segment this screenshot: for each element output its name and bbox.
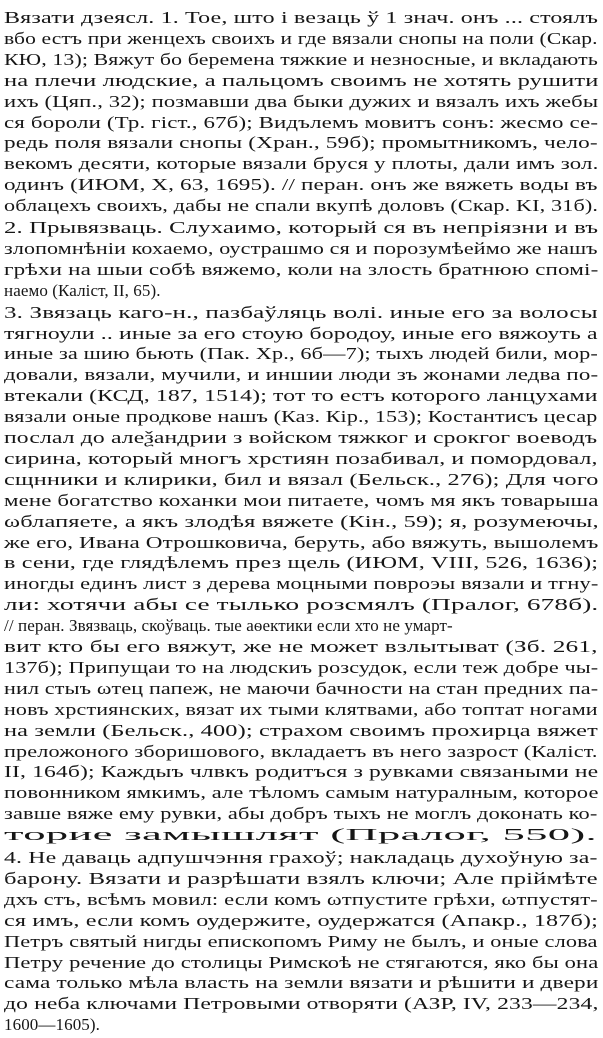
text-line: нил стыъ ωтец папеж, не маючи бачности на стан предних па- <box>4 678 599 698</box>
text-line: сирина, который многъ хрстиян позабивал, и помордовал, <box>4 448 598 468</box>
text-line: в сени, где глядѣлемъ през щель (ИЮМ, VIII, 526, 1636); <box>4 553 599 573</box>
text-line: 2. Прывязваць. Слухаимо, который ся въ непріязни и въ <box>4 218 599 237</box>
text-line: редь поля вязали снопы (Хран., 59б); промытникомъ, чело- <box>4 133 598 153</box>
text-line: одинъ (ИЮМ, X, 63, 1695). // перан. онъ же вяжеть воды въ <box>4 175 598 195</box>
text-line: злопомнѣніи кохаемо, оустрашмо ся и порозумѣеймо же нашъ <box>4 238 598 258</box>
text-line: вит кто бы его вяжут, же не может взлытыват (Зб. 261, <box>4 637 598 656</box>
text-line: наемо (Каліст, II, 65). <box>4 280 161 300</box>
text-line: вязали оные продкове нашъ (Каз. Кір., 153); Костантисъ цесар <box>4 407 598 427</box>
text-line: втекали (КСД, 187, 1514); тот то естъ которого ланцухами <box>4 386 598 406</box>
text-line: 3. Звязаць каго-н., пазбаўляць волі. иные его за волосы <box>4 302 598 322</box>
text-line: на земли (Бельск., 400); страхом своимъ прохирца вяжет <box>4 720 598 740</box>
text-line: же его, Ивана Отрошковича, беруть, або вяжуть, вышолемъ <box>4 532 599 552</box>
text-line: 1600—1605). <box>4 1015 101 1035</box>
text-line: векомъ десяти, которые вязали бруся у плоты, дали имъ зол. <box>4 154 599 174</box>
text-line: повонником ямкимъ, але тѣломъ самым натуралным, которое <box>4 783 599 803</box>
text-line: Вязати дзеясл. 1. Тое, што і везаць ў 1 знач. онъ ... стоялъ <box>4 8 599 27</box>
text-line: до неба ключами Петровыми отворяти (АЗР, IV, 233—234, <box>4 994 599 1014</box>
text-line: послал до алеѯандрии з войском тяжког и срокгог воеводъ <box>4 428 598 447</box>
text-line: II, 164б); Каждыъ члвкъ родитъся з рувками связаными не <box>4 762 599 782</box>
text-line: торие замышлят (Пралог, 550). <box>4 825 597 845</box>
text-line: КЮ, 13); Вяжут бо беремена тяжкие и незносные, и вкладають <box>4 49 598 69</box>
text-line: облацехъ своихъ, дабы не спали вкупѣ доловъ (Скар. KI, 31б). <box>4 196 599 216</box>
text-line: иногды единъ лист з дерева моцными повроэы вязали и тгну- <box>4 574 599 594</box>
text-line: сщнники и клирики, бил и вязал (Бельск., 276); Для чого <box>4 469 599 489</box>
text-line: ся бороли (Тр. гіст., 67б); Видълемъ мовитъ сонъ: жесмо се- <box>4 112 599 132</box>
text-line: 137б); Припущаи то на людскиъ розсудок, если теж добре чы- <box>4 657 599 677</box>
text-line: // перан. Звязваць, скоўваць. тые аѳектики если хто не умарт- <box>4 616 453 636</box>
text-line: Петру речение до столицы Римскоѣ не стягаются, яко бы она <box>4 952 599 972</box>
text-line: вбо естъ при женцехъ своихъ и где вязали снопы на поли (Скар. <box>4 28 598 48</box>
text-line: 4. Не даваць адпушчэння грахоў; накладаць духоўную за- <box>4 848 598 867</box>
text-line: на плечи людские, а пальцомъ своимъ не хотять рушити <box>4 70 599 90</box>
text-line: барону. Вязати и разрѣшати взялъ ключи; Але пріймѣте <box>4 868 598 888</box>
text-line: ихъ (Цяп., 32); позмавши два быки дужих и вязалъ ихъ жебы <box>4 91 599 111</box>
text-line: иные за шию бьють (Пак. Хр., 6б—7); тыхъ людей били, мор- <box>4 344 598 364</box>
text-line: ωблапяете, а якъ злодѣя вяжете (Кін., 59); я, розумеючы, <box>4 511 599 531</box>
text-line: сама только мѣла власть на земли вязати и рѣшити и двери <box>4 973 599 993</box>
text-line: тягноули .. иные за его стоую бородоу, иные его вяжоуть а <box>4 323 598 343</box>
text-line: новъ хрстиянских, вязат их тыми клятвами, або топтат ногами <box>4 699 598 719</box>
text-line: преложоного зборишового, вкладаетъ въ него зазрост (Каліст. <box>4 741 598 761</box>
text-line: ся имъ, если комъ оудержите, оудержатся (Апакр., 187б); <box>4 910 598 930</box>
text-line: ли: хотячи абы се тылько розсмялъ (Пралог, 678б). <box>4 595 599 615</box>
text-line: Петръ святый нигды епископомъ Риму не былъ, и оные слова <box>4 931 598 951</box>
text-line: мене богатство коханки мои питаете, чомъ мя якъ товарыша <box>4 490 599 510</box>
text-line: завше вяже ему рувки, абы добръ тыхъ не моглъ доконать ко- <box>4 804 598 824</box>
text-line: дхъ стъ, всѣмъ мовил: если комъ ωтпустите грѣхи, ωтпустят- <box>4 889 598 909</box>
text-line: грѣхи на шыи собѣ вяжемо, коли на злость братнюю спомі- <box>4 259 599 279</box>
text-line: довали, вязали, мучили, и иншии люди зъ жонами ледва по- <box>4 365 599 385</box>
